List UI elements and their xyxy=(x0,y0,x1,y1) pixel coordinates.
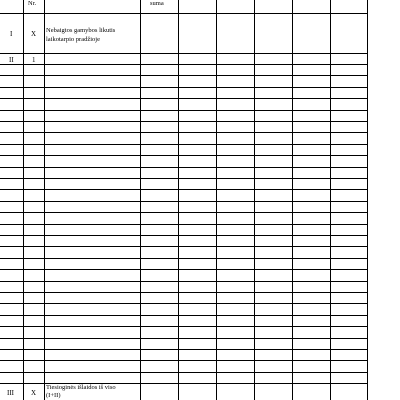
col-border-description xyxy=(140,0,141,400)
header-bottom-border xyxy=(0,13,368,14)
body-row-rule xyxy=(0,110,368,111)
col-border-code xyxy=(44,0,45,400)
body-row-rule xyxy=(0,246,368,247)
body-row-rule xyxy=(0,292,368,293)
body-row-rule xyxy=(0,178,368,179)
row-i-code: X xyxy=(31,30,37,38)
body-row-rule xyxy=(0,75,368,76)
body-row-rule xyxy=(0,303,368,304)
body-row-rule xyxy=(0,281,368,282)
body-row-rule xyxy=(0,121,368,122)
body-row-rule xyxy=(0,258,368,259)
row-i-roman: I xyxy=(10,30,13,38)
body-row-rule xyxy=(0,315,368,316)
body-row-rule xyxy=(0,326,368,327)
body-row-rule xyxy=(0,360,368,361)
body-row-rule xyxy=(0,98,368,99)
body-row-rule xyxy=(0,155,368,156)
body-row-rule xyxy=(0,212,368,213)
col-border-sum xyxy=(178,0,179,400)
row-iii-description-line1: Tiesioginės išlaidos iš viso xyxy=(46,384,116,391)
body-row-rule xyxy=(0,224,368,225)
body-row-rule xyxy=(0,87,368,88)
col-border-7 xyxy=(292,0,293,400)
row-i-bottom-border xyxy=(0,53,368,54)
row-ii-roman: II xyxy=(9,56,14,64)
header-number-label: Nr. xyxy=(28,0,37,7)
col-border-6 xyxy=(254,0,255,400)
body-row-rule xyxy=(0,372,368,373)
body-row-rule xyxy=(0,201,368,202)
body-row-rule xyxy=(0,338,368,339)
col-border-5 xyxy=(216,0,217,400)
body-row-rule xyxy=(0,167,368,168)
body-row-rule xyxy=(0,189,368,190)
row-ii-code: 1 xyxy=(32,56,36,64)
col-border-8 xyxy=(330,0,331,400)
row-iii-description-line2: (I+II) xyxy=(46,392,61,399)
row-iii-code: X xyxy=(31,389,37,397)
row-i-description-line2: laikotarpio pradžioje xyxy=(46,36,100,43)
col-border-number xyxy=(23,0,24,400)
row-i-description-line1: Nebaigtos gamybos likutis xyxy=(46,27,116,34)
body-row-rule xyxy=(0,269,368,270)
body-row-rule xyxy=(0,349,368,350)
header-sum-label: suma xyxy=(150,0,164,7)
row-iii-roman: III xyxy=(7,389,14,397)
col-border-right xyxy=(367,0,368,400)
body-row-rule xyxy=(0,144,368,145)
body-row-rule xyxy=(0,235,368,236)
body-row-rule xyxy=(0,132,368,133)
row-ii-bottom-border xyxy=(0,64,368,65)
